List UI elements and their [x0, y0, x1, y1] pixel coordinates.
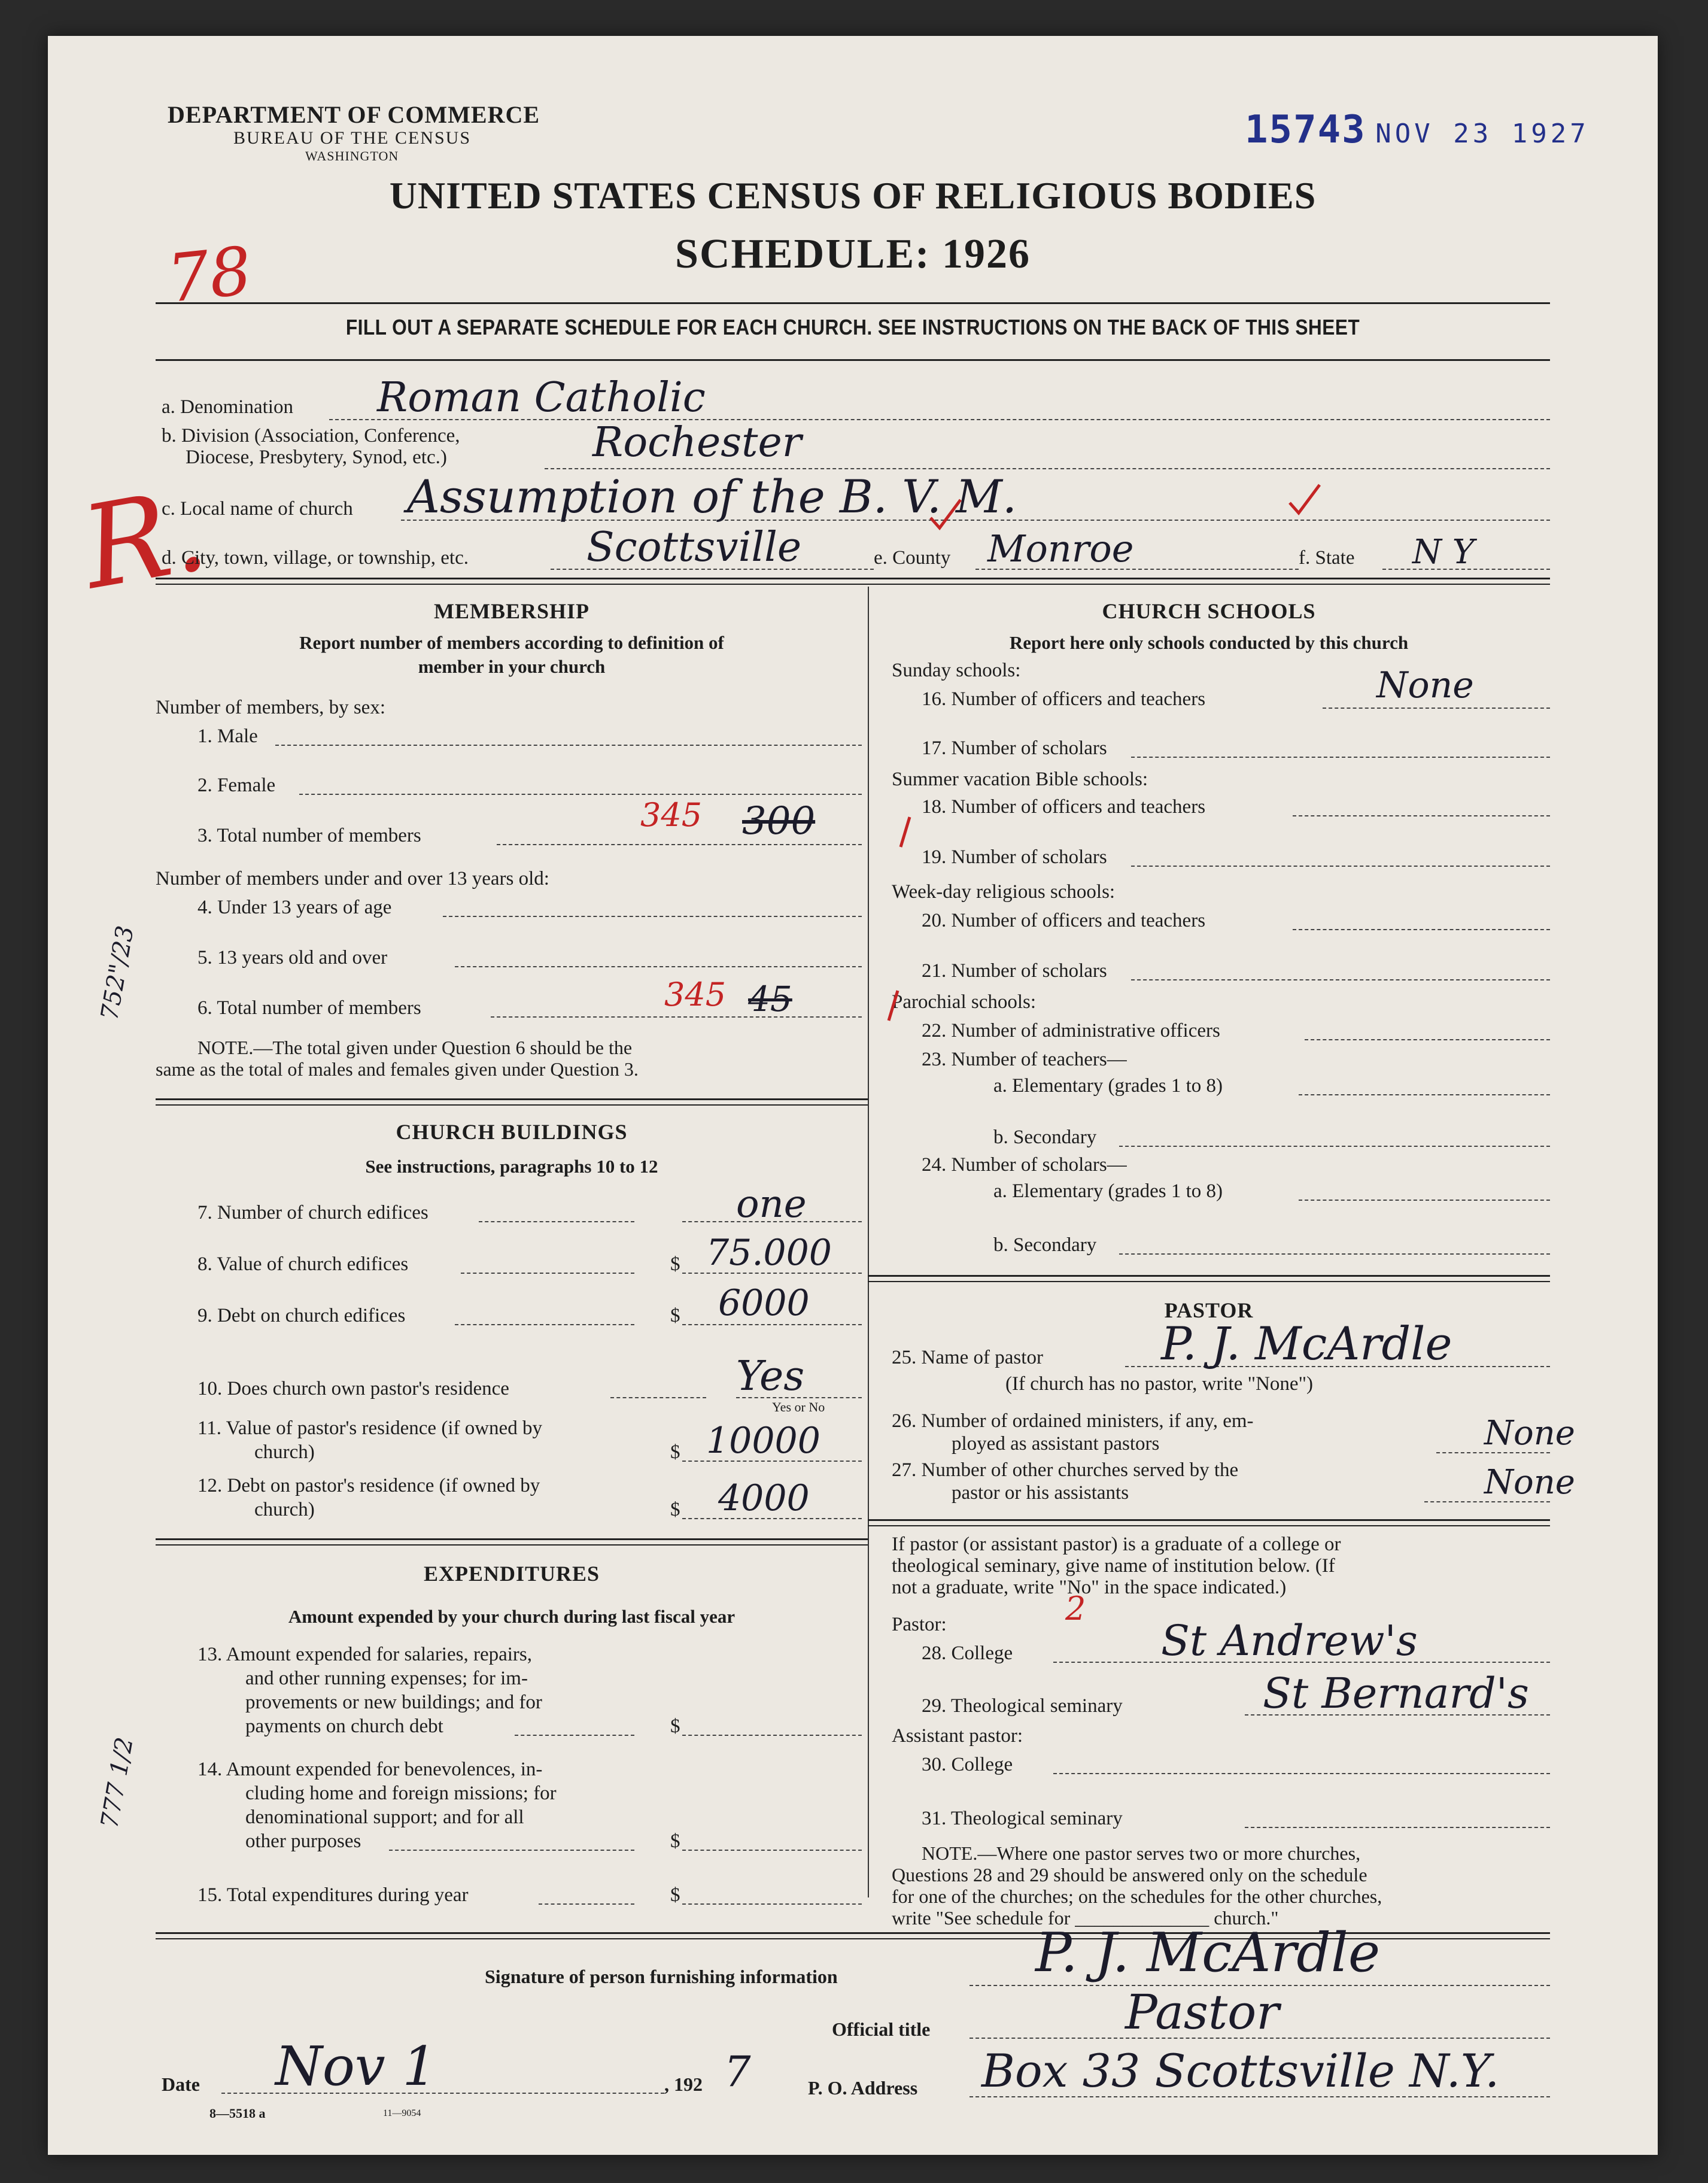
benevolences-label-2: cluding home and foreign missions; for [245, 1783, 557, 1804]
running-expenses-label-2: and other running expenses; for im- [245, 1668, 528, 1689]
teachers-secondary-label: b. Secondary [993, 1127, 1097, 1148]
church-name-value: Assumption of the B. V. M. [407, 470, 1017, 523]
residence-debt-label-1: 12. Debt on pastor's residence (if owned by [197, 1475, 540, 1496]
benevolences-label-4: other purposes [245, 1830, 361, 1852]
pastor-college-label: 28. College [922, 1642, 1013, 1664]
other-churches-label-1: 27. Number of other churches served by the [892, 1459, 1239, 1481]
assistant-pastors-value: None [1484, 1414, 1575, 1453]
sunday-scholars-label: 17. Number of scholars [922, 737, 1107, 759]
residence-debt-dollar: $ [670, 1499, 680, 1520]
scholars-elementary-line [1299, 1200, 1550, 1201]
expenditures-sub: Amount expended by your church during last fiscal year [288, 1606, 736, 1627]
edifices-value-dollar: $ [670, 1253, 680, 1275]
edifices-count-value: one [736, 1182, 807, 1226]
denomination-label: a. Denomination [162, 396, 293, 418]
edifices-value-value: 75.000 [706, 1232, 832, 1274]
total-expenditures-line [682, 1903, 862, 1905]
signature-label: Signature of person furnishing information [485, 1966, 838, 1987]
total-expenditures-label: 15. Total expenditures during year [197, 1884, 469, 1906]
residence-value-label-1: 11. Value of pastor's residence (if owned by [197, 1417, 542, 1439]
rule-below-membership-2 [156, 1104, 868, 1106]
vacation-officers-line [1293, 815, 1550, 816]
benevolences-dollar: $ [670, 1830, 680, 1852]
dept-name: DEPARTMENT OF COMMERCE [168, 101, 540, 128]
stamp-number: 15743 [1245, 108, 1366, 152]
over-13-label: 5. 13 years old and over [197, 947, 388, 968]
residence-value-label-2: church) [254, 1441, 315, 1463]
running-expenses-label-4: payments on church debt [245, 1716, 443, 1737]
pastor-note-3: for one of the churches; on the schedules for the other churches, [892, 1886, 1382, 1907]
department-header [168, 102, 540, 164]
graduate-instruction-1: If pastor (or assistant pastor) is a graduate of a college or [892, 1534, 1341, 1555]
sunday-officers-label: 16. Number of officers and teachers [922, 688, 1206, 710]
parochial-schools-label: Parochial schools: [892, 991, 1037, 1013]
pastor-residence-owned-label: 10. Does church own pastor's residence [197, 1378, 509, 1399]
edifices-debt-dollar: $ [670, 1305, 680, 1326]
teachers-elementary-line [1299, 1094, 1550, 1095]
benevolences-line [682, 1850, 862, 1851]
schools-sub: Report here only schools conducted by this church [1009, 632, 1409, 653]
expenditures-margin-note: 777 1/2 [96, 1735, 139, 1830]
vacation-scholars-line [1131, 866, 1550, 867]
pastor-college-value: St Andrew's [1161, 1616, 1418, 1665]
county-label: e. County [874, 547, 951, 569]
residence-debt-value: 4000 [718, 1477, 810, 1519]
state-value: N Y [1412, 533, 1475, 572]
pastor-name-value: P. J. McArdle [1161, 1317, 1452, 1370]
residence-value-value: 10000 [706, 1420, 820, 1462]
members-by-sex-label: Number of members, by sex: [156, 697, 385, 718]
total-expenditures-dots [539, 1903, 634, 1905]
sunday-officers-value: None [1376, 664, 1474, 706]
benevolences-label-1: 14. Amount expended for benevolences, in- [197, 1759, 543, 1780]
bureau-name: BUREAU OF THE CENSUS [233, 128, 471, 148]
pastor-seminary-value: St Bernard's [1263, 1669, 1529, 1718]
pastor-heading: PASTOR [1164, 1298, 1254, 1322]
other-churches-label-2: pastor or his assistants [952, 1482, 1129, 1504]
rule-below-buildings-2 [156, 1544, 868, 1546]
assistant-seminary-label: 31. Theological seminary [922, 1808, 1123, 1829]
membership-heading: MEMBERSHIP [433, 599, 589, 623]
rule-below-pastor-2 [868, 1525, 1550, 1526]
total-members-age-line [491, 1016, 862, 1018]
vacation-scholars-label: 19. Number of scholars [922, 846, 1107, 868]
total-members-sex-value: 300 [742, 799, 816, 843]
total-members-sex-line [497, 844, 862, 845]
buildings-heading: CHURCH BUILDINGS [396, 1120, 628, 1144]
edifices-debt-dots [455, 1324, 634, 1325]
rule-top [156, 302, 1550, 304]
county-value: Monroe [987, 527, 1134, 570]
state-label: f. State [1299, 547, 1355, 569]
graduate-instruction-3: not a graduate, write "No" in the space indicated.) [892, 1577, 1287, 1598]
rule-below-schools [868, 1275, 1550, 1277]
running-expenses-line [682, 1735, 862, 1736]
total-members-age-value: 45 [748, 979, 792, 1019]
red-check-mark-4 [880, 988, 904, 1024]
members-by-age-label: Number of members under and over 13 years old: [156, 868, 549, 889]
edifices-debt-label: 9. Debt on church edifices [197, 1305, 406, 1326]
red-check-mark-1 [928, 497, 964, 533]
rule-below-pastor [868, 1519, 1550, 1521]
schedule-title: SCHEDULE: 1926 [675, 231, 1031, 277]
pastor-residence-owned-dots [610, 1397, 706, 1398]
red-file-number: 78 [163, 232, 256, 317]
over-13-line [455, 966, 862, 967]
rule-below-instruction [156, 359, 1550, 361]
membership-note-2: same as the total of males and females given under Question 3. [156, 1058, 639, 1080]
po-address-label: P. O. Address [808, 2077, 918, 2099]
yes-or-no-hint: Yes or No [772, 1399, 825, 1414]
edifices-count-dots [479, 1221, 634, 1222]
total-members-sex-label: 3. Total number of members [197, 825, 421, 846]
schools-heading: CHURCH SCHOOLS [1102, 599, 1316, 623]
form-title: UNITED STATES CENSUS OF RELIGIOUS BODIES [389, 174, 1317, 217]
teachers-elementary-label: a. Elementary (grades 1 to 8) [993, 1075, 1223, 1097]
red-check-mark-2 [1287, 482, 1323, 518]
edifices-debt-line [682, 1324, 862, 1325]
scholars-secondary-label: b. Secondary [993, 1234, 1097, 1256]
expenditures-heading: EXPENDITURES [423, 1562, 600, 1586]
membership-margin-note: 752"/23 [96, 924, 139, 1022]
edifices-count-label: 7. Number of church edifices [197, 1202, 428, 1223]
running-expenses-label-1: 13. Amount expended for salaries, repairs, [197, 1644, 533, 1665]
under-13-line [443, 916, 862, 917]
date-label: Date [162, 2073, 200, 2095]
female-line [299, 794, 862, 795]
census-schedule-sheet [48, 36, 1658, 2155]
church-name-label: c. Local name of church [162, 498, 353, 520]
total-members-sex-red: 345 [640, 796, 703, 834]
edifices-value-dots [461, 1273, 634, 1274]
running-expenses-dots [515, 1735, 634, 1736]
red-r-mark: R. [73, 463, 217, 615]
print-number: 11—9054 [383, 2108, 421, 2118]
assistant-college-label: 30. College [922, 1754, 1013, 1775]
pastor-residence-owned-value: Yes [736, 1353, 805, 1400]
pastor-name-hint: (If church has no pastor, write "None") [1005, 1373, 1314, 1395]
date-value: Nov 1 [275, 2035, 437, 2098]
division-label-1: b. Division (Association, Conference, [162, 425, 460, 447]
buildings-sub: See instructions, paragraphs 10 to 12 [365, 1156, 658, 1177]
red-2-mark: 2 [1065, 1590, 1086, 1628]
rule-below-buildings [156, 1538, 868, 1540]
weekday-officers-line [1293, 929, 1550, 930]
year-prefix: , 192 [664, 2073, 703, 2095]
denomination-value: Roman Catholic [377, 374, 706, 421]
scholars-secondary-line [1119, 1253, 1550, 1255]
scholars-elementary-label: a. Elementary (grades 1 to 8) [993, 1180, 1223, 1202]
assistant-college-line [1053, 1773, 1550, 1774]
stamp-date: NOV 23 1927 [1375, 119, 1590, 149]
pastor-education-label: Pastor: [892, 1614, 947, 1635]
parochial-admin-line [1305, 1039, 1550, 1040]
benevolences-dots [389, 1850, 634, 1851]
total-expenditures-dollar: $ [670, 1884, 680, 1906]
red-check-mark-3 [892, 814, 916, 850]
form-number: 8—5518 a [209, 2106, 266, 2121]
sunday-officers-line [1323, 708, 1550, 709]
parochial-scholars-label: 24. Number of scholars— [922, 1154, 1127, 1176]
pastor-name-label: 25. Name of pastor [892, 1347, 1043, 1368]
division-label-2: Diocese, Presbytery, Synod, etc.) [186, 447, 447, 468]
assistant-pastors-label-2: ployed as assistant pastors [952, 1433, 1160, 1455]
weekday-scholars-label: 21. Number of scholars [922, 960, 1107, 982]
signature-value: P. J. McArdle [1035, 1921, 1381, 1984]
parochial-teachers-label: 23. Number of teachers— [922, 1049, 1127, 1070]
rule-below-membership [156, 1098, 868, 1100]
year-value: 7 [724, 2047, 751, 2096]
total-members-age-red: 345 [664, 976, 727, 1013]
parochial-admin-label: 22. Number of administrative officers [922, 1020, 1220, 1042]
sunday-scholars-line [1131, 757, 1550, 758]
other-churches-value: None [1484, 1463, 1575, 1502]
pastor-note-4: write "See schedule for ______________ church." [892, 1907, 1279, 1929]
column-divider [868, 587, 869, 1897]
graduate-instruction-2: theological seminary, give name of institution below. (If [892, 1555, 1335, 1577]
vacation-officers-label: 18. Number of officers and teachers [922, 796, 1206, 818]
rule-below-ident-2 [156, 584, 1550, 585]
female-label: 2. Female [197, 775, 276, 796]
membership-note-1: NOTE.—The total given under Question 6 should be the [197, 1037, 633, 1058]
running-expenses-dollar: $ [670, 1716, 680, 1737]
total-members-age-label: 6. Total number of members [197, 997, 421, 1019]
assistant-seminary-line [1245, 1827, 1550, 1828]
division-value: Rochester [592, 419, 802, 466]
official-title-value: Pastor [1125, 1984, 1280, 2040]
weekday-officers-label: 20. Number of officers and teachers [922, 910, 1206, 931]
under-13-label: 4. Under 13 years of age [197, 897, 392, 918]
city-value: Scottsville [586, 524, 802, 571]
vacation-schools-label: Summer vacation Bible schools: [892, 769, 1148, 790]
pastor-note-1: NOTE.—Where one pastor serves two or more churches, [922, 1842, 1361, 1864]
sunday-schools-label: Sunday schools: [892, 660, 1021, 681]
pastor-note-2: Questions 28 and 29 should be answered only on the schedule [892, 1864, 1367, 1886]
assistant-education-label: Assistant pastor: [892, 1725, 1023, 1747]
edifices-value-label: 8. Value of church edifices [197, 1253, 409, 1275]
teachers-secondary-line [1119, 1146, 1550, 1147]
po-address-value: Box 33 Scottsville N.Y. [981, 2044, 1500, 2097]
received-stamp [1245, 108, 1590, 152]
residence-value-dollar: $ [670, 1441, 680, 1463]
benevolences-label-3: denominational support; and for all [245, 1806, 524, 1828]
residence-debt-label-2: church) [254, 1499, 315, 1520]
bureau-city: WASHINGTON [305, 148, 399, 163]
weekday-schools-label: Week-day religious schools: [892, 881, 1116, 903]
membership-sub-2: member in your church [418, 656, 606, 677]
male-line [275, 745, 862, 746]
official-title-label: Official title [832, 2018, 931, 2040]
male-label: 1. Male [197, 725, 258, 747]
rule-below-ident [156, 578, 1550, 579]
pastor-seminary-label: 29. Theological seminary [922, 1695, 1123, 1717]
fill-out-instruction: FILL OUT A SEPARATE SCHEDULE FOR EACH CHURCH. SEE INSTRUCTIONS ON THE BACK OF THIS SHEET [345, 315, 1360, 339]
running-expenses-label-3: provements or new buildings; and for [245, 1692, 542, 1713]
division-line [545, 468, 1550, 469]
rule-below-schools-2 [868, 1281, 1550, 1282]
edifices-debt-value: 6000 [718, 1282, 810, 1324]
city-label: d. City, town, village, or township, etc. [162, 547, 469, 569]
assistant-pastors-label-1: 26. Number of ordained ministers, if any, em- [892, 1410, 1254, 1432]
weekday-scholars-line [1131, 979, 1550, 980]
membership-sub-1: Report number of members according to definition of [299, 632, 724, 653]
